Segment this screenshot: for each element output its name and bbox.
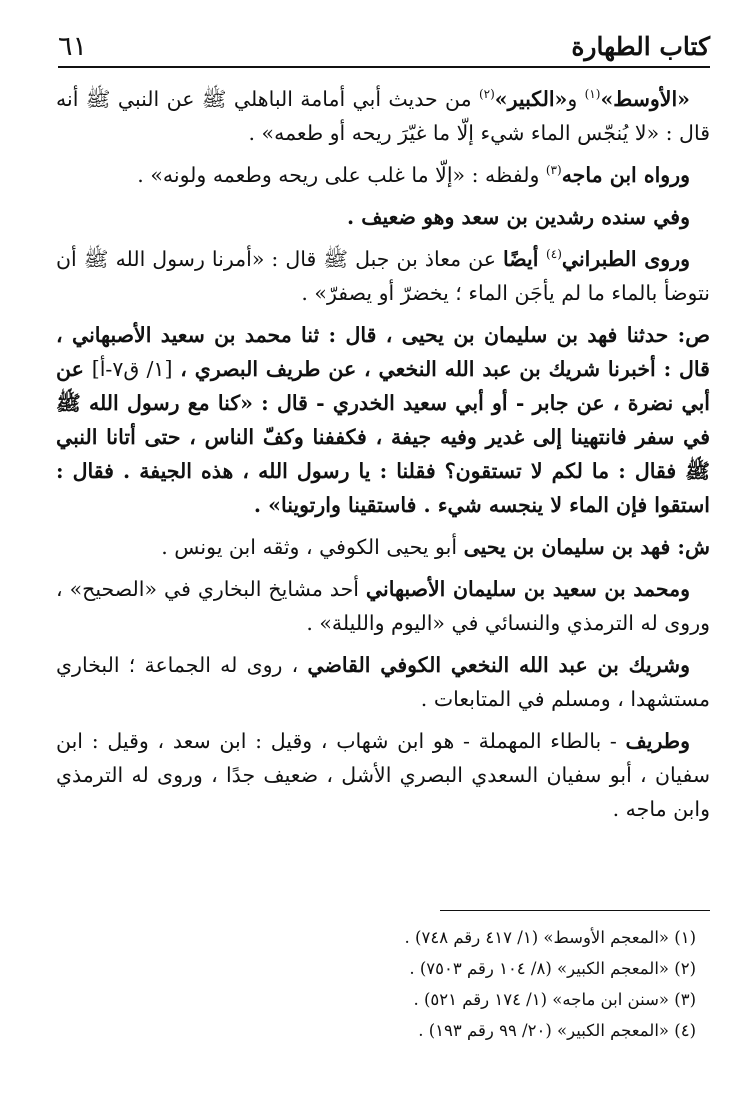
text-segment: «الكبير»: [494, 87, 568, 111]
text-segment: و: [567, 87, 585, 111]
text-segment: «الأوسط»: [600, 87, 690, 111]
paragraph: [56, 648, 710, 716]
text-segment: وطريف: [625, 729, 690, 753]
footnote-ref: (١): [584, 87, 601, 102]
footnotes: [120, 922, 710, 1046]
text-segment: أحد مشايخ البخاري في «الصحيح» ، وروى له الترمذي والنسائي في «اليوم والليلة» .: [56, 577, 710, 635]
text-segment: ورواه ابن ماجه: [561, 163, 690, 187]
footnote: (٢) «المعجم الكبير» (٨/ ١٠٤ رقم ٧٥٠٣) .: [409, 959, 696, 978]
text-segment: أبو يحيى الكوفي ، وثقه ابن يونس .: [161, 535, 464, 559]
paragraph: [56, 318, 710, 522]
header-rule: [58, 66, 710, 68]
paragraph: [56, 242, 710, 310]
running-header: [58, 30, 710, 64]
paragraph: [56, 82, 710, 150]
text-segment: ومحمد بن سعيد بن سليمان الأصبهاني: [365, 577, 690, 601]
paragraph: [56, 572, 710, 640]
page-number: ٦١: [58, 31, 88, 62]
text-segment: ولفظه : «إلّا ما غلب على ريحه وطعمه ولونه» .: [137, 163, 546, 187]
text-segment: أيضًا: [502, 247, 547, 271]
paragraph: [56, 724, 710, 826]
footnote: (٣) «سنن ابن ماجه» (١/ ١٧٤ رقم ٥٢١) .: [413, 990, 696, 1009]
text-segment: من حديث أبي أمامة الباهلي ﷺ عن النبي ﷺ أنه قال : «لا يُنجّس الماء شيء إلّا ما غيّرَ ريحه أو طعمه» .: [56, 87, 710, 145]
main-text: [56, 82, 710, 834]
footnote-ref: (٣): [545, 163, 562, 178]
paragraph: [56, 200, 710, 234]
footnote: (٤) «المعجم الكبير» (٢٠/ ٩٩ رقم ١٩٣) .: [418, 1021, 696, 1040]
text-segment: [١/ ق٧-أ]: [91, 357, 173, 381]
text-segment: وشريك بن عبد الله النخعي الكوفي القاضي: [307, 653, 690, 677]
text-segment: ص: حدثنا فهد بن سليمان بن يحيى ، قال : ثنا محمد بن سعيد الأصبهاني ، قال : أخبرنا شريك بن عبد الله النخعي ، عن طريف البصري ،: [56, 323, 710, 381]
text-segment: - بالطاء المهملة - هو ابن شهاب ، وقيل : ابن سعد ، وقيل : ابن سفيان ، أبو سفيان السعدي البصري الأشل ، ضعيف جدًا ، وروى له الترمذي وابن ماجه .: [56, 729, 710, 821]
footnote: (١) «المعجم الأوسط» (١/ ٤١٧ رقم ٧٤٨) .: [404, 928, 696, 947]
book-title: كتاب الطهارة: [571, 32, 710, 61]
text-segment: وفي سنده رشدين بن سعد وهو ضعيف .: [346, 205, 690, 229]
footnote-divider: [440, 910, 710, 911]
paragraph: [56, 530, 710, 564]
text-segment: عن معاذ بن جبل ﷺ قال : «أمرنا رسول الله ﷺ أن نتوضأ بالماء ما لم يأجَن الماء ؛ يخضرّ أو يصفرّ» .: [56, 247, 710, 305]
footnote-ref: (٤): [546, 247, 562, 262]
text-segment: وروى الطبراني: [561, 247, 691, 271]
paragraph: [56, 158, 710, 192]
text-segment: ش: فهد بن سليمان بن يحيى: [463, 535, 710, 559]
text-segment: عن أبي نضرة ، عن جابر - أو أبي سعيد الخدري - قال : «كنا مع رسول الله ﷺ في سفر فانتهينا إلى غدير وفيه جيفة ، فكففنا وكفّ الناس ، حتى أتانا النبي ﷺ فقال : ما لكم لا تستقون؟ فقلنا : يا رسول الله ، هذه الجيفة . فقال : استقوا فإن الماء لا ينجسه شيء . فاستقينا وارتوينا» .: [56, 357, 710, 517]
text-segment: ، روى له الجماعة ؛ البخاري مستشهدا ، ومسلم في المتابعات .: [56, 653, 710, 711]
footnote-ref: (٢): [478, 87, 495, 102]
